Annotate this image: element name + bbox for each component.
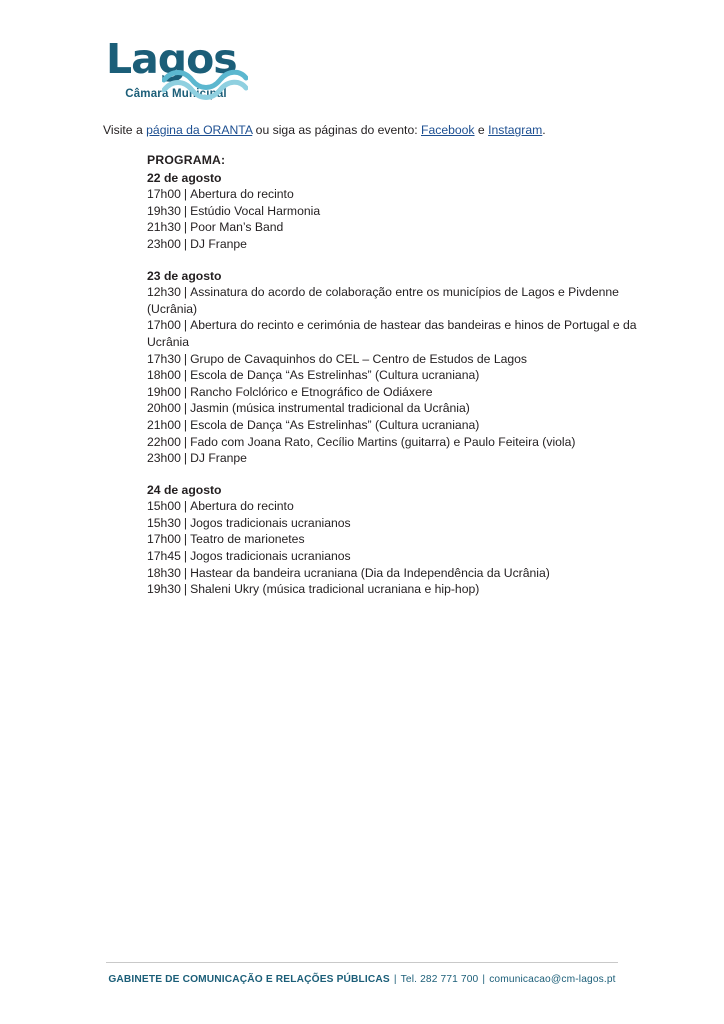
entry-separator: | [183,236,188,251]
entry-time: 17h45 [147,549,181,564]
facebook-link[interactable]: Facebook [421,123,475,137]
intro-prefix: Visite a [103,123,147,137]
programme-entry [147,384,667,401]
entry-separator: | [183,220,188,235]
entry-time: 19h30 [147,582,181,597]
entry-text: Teatro de marionetes [190,532,305,547]
programme-entry [147,581,667,598]
entry-time: 12h30 [147,285,181,300]
programme-entry [147,548,667,565]
programme-entry [147,565,667,582]
lagos-logo [106,35,266,100]
entry-text: Abertura do recinto [190,187,294,202]
intro-suffix: . [542,123,546,137]
instagram-link[interactable]: Instagram [488,123,543,137]
programme-entry [147,236,667,253]
programme-entry [147,186,667,203]
entry-text: DJ Franpe [190,236,247,251]
entry-text: Escola de Dança “As Estrelinhas” (Cultura ucraniana) [190,417,480,432]
entry-separator: | [183,351,188,366]
footer-email[interactable]: comunicacao@cm-lagos.pt [489,974,616,985]
programme-entry [147,351,667,368]
entry-text: Fado com Joana Rato, Cecílio Martins (guitarra) e Paulo Feiteira (viola) [190,434,576,449]
entry-time: 21h00 [147,417,181,432]
entry-separator: | [183,434,188,449]
entry-text: DJ Franpe [190,451,247,466]
programme-entry [147,434,667,451]
entry-text: Grupo de Cavaquinhos do CEL – Centro de Estudos de Lagos [190,351,528,366]
entry-text: Hastear da bandeira ucraniana (Dia da Independência da Ucrânia) [190,565,550,580]
programme-section [147,152,667,598]
footer-divider-1: | [393,974,397,985]
entry-text: Estúdio Vocal Harmonia [190,203,321,218]
entry-separator: | [183,384,188,399]
entry-time: 17h00 [147,532,181,547]
entry-time: 17h00 [147,318,181,333]
entry-text: Jogos tradicionais ucranianos [190,549,351,564]
logo-wordmark: Lagos [106,35,237,83]
programme-entry [147,367,667,384]
programme-entry [147,203,667,220]
entry-separator: | [183,549,188,564]
day-heading: 23 de agosto [147,268,222,283]
logo-subtitle: Câmara Municipal [125,88,227,100]
entry-text: Rancho Folclórico e Etnográfico de Odiáxere [190,384,433,399]
intro-middle: ou siga as páginas do evento: [252,123,421,137]
entry-time: 18h30 [147,565,181,580]
programme-entry [147,531,667,548]
entry-separator: | [183,187,188,202]
footer [0,974,724,985]
footer-divider-2: | [482,974,486,985]
footer-office: GABINETE DE COMUNICAÇÃO E RELAÇÕES PÚBLICAS [108,974,390,985]
programme-entry [147,450,667,467]
entry-text: Escola de Dança “As Estrelinhas” (Cultura ucraniana) [190,368,480,383]
entry-separator: | [183,451,188,466]
day-heading: 24 de agosto [147,482,222,497]
programme-entry [147,515,667,532]
programme-entry [147,498,667,515]
entry-separator: | [183,582,188,597]
entry-separator: | [183,318,188,333]
programme-entry [147,317,667,350]
entry-separator: | [183,515,188,530]
entry-time: 22h00 [147,434,181,449]
intro-conjunction: e [474,123,489,137]
programme-entry [147,219,667,236]
programme-entry [147,284,667,317]
entry-time: 19h00 [147,384,181,399]
day-spacer [147,467,667,482]
footer-divider [106,962,618,963]
entry-time: 19h30 [147,203,181,218]
entry-text: Assinatura do acordo de colaboração entre os municípios de Lagos e Pivdenne (Ucrânia) [147,285,619,316]
entry-separator: | [183,285,188,300]
intro-paragraph [103,122,546,138]
programme-entry [147,417,667,434]
entry-time: 20h00 [147,401,181,416]
entry-separator: | [183,417,188,432]
entry-text: Abertura do recinto [190,499,294,514]
entry-text: Abertura do recinto e cerimónia de hastear das bandeiras e hinos de Portugal e da Ucrânia [147,318,637,349]
day-heading: 22 de agosto [147,170,222,185]
day-spacer [147,253,667,268]
entry-separator: | [183,565,188,580]
entry-separator: | [183,368,188,383]
entry-separator: | [183,401,188,416]
entry-text: Shaleni Ukry (música tradicional ucraniana e hip-hop) [190,582,480,597]
entry-time: 15h30 [147,515,181,530]
entry-time: 23h00 [147,451,181,466]
entry-time: 15h00 [147,499,181,514]
entry-separator: | [183,499,188,514]
entry-text: Poor Man’s Band [190,220,284,235]
entry-separator: | [183,203,188,218]
entry-time: 17h00 [147,187,181,202]
entry-time: 17h30 [147,351,181,366]
entry-text: Jasmin (música instrumental tradicional da Ucrânia) [190,401,470,416]
entry-separator: | [183,532,188,547]
entry-time: 18h00 [147,368,181,383]
entry-time: 23h00 [147,236,181,251]
footer-phone: Tel. 282 771 700 [400,974,479,985]
programme-entry [147,400,667,417]
entry-text: Jogos tradicionais ucranianos [190,515,351,530]
entry-time: 21h30 [147,220,181,235]
oranta-page-link[interactable]: página da ORANTA [146,123,253,137]
programme-title: PROGRAMA: [147,153,226,167]
